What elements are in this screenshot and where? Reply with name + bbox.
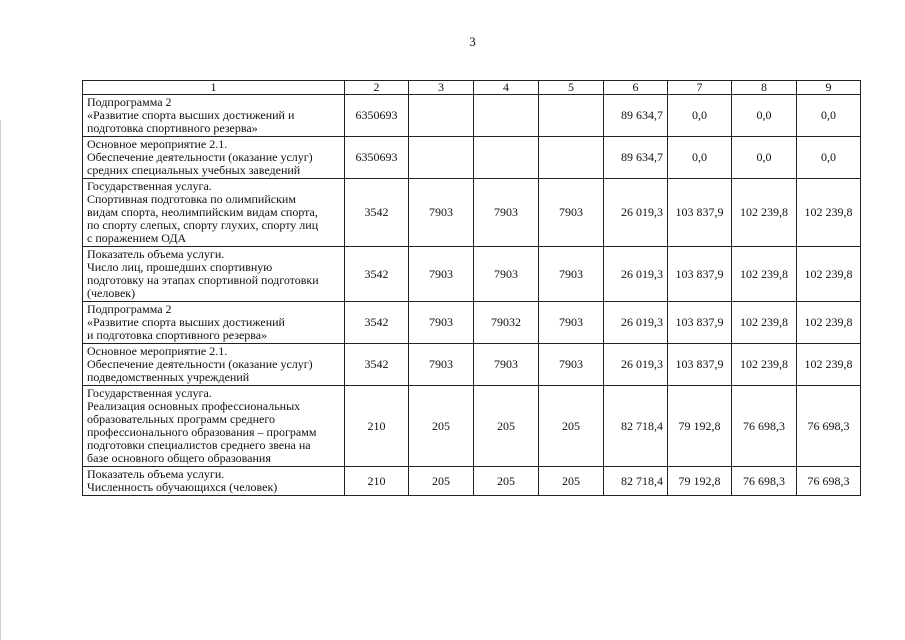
table-cell: 210 bbox=[345, 386, 409, 467]
row-description: Государственная услуга. Спортивная подготовка по олимпийским видам спорта, неолимпийским видам спорта, по спорту слепых, спорту глухих, спорту лиц с поражением ОДА bbox=[83, 179, 345, 247]
table-cell: 7903 bbox=[539, 247, 604, 302]
table-cell: 7903 bbox=[539, 344, 604, 386]
table-cell: 103 837,9 bbox=[668, 179, 732, 247]
table-cell: 89 634,7 bbox=[604, 137, 668, 179]
column-header: 3 bbox=[409, 81, 474, 95]
table-cell: 6350693 bbox=[345, 95, 409, 137]
table-cell: 6350693 bbox=[345, 137, 409, 179]
table-cell: 82 718,4 bbox=[604, 386, 668, 467]
table-cell: 3542 bbox=[345, 179, 409, 247]
column-header: 7 bbox=[668, 81, 732, 95]
column-header: 4 bbox=[474, 81, 539, 95]
table-header-row bbox=[83, 81, 861, 95]
table-cell: 0,0 bbox=[732, 95, 797, 137]
table-cell bbox=[474, 137, 539, 179]
table-cell: 102 239,8 bbox=[797, 247, 861, 302]
table-cell bbox=[409, 137, 474, 179]
row-description: Подпрограмма 2 «Развитие спорта высших достижений и подготовка спортивного резерва» bbox=[83, 95, 345, 137]
table-cell: 102 239,8 bbox=[732, 344, 797, 386]
row-description: Показатель объема услуги. Численность обучающихся (человек) bbox=[83, 467, 345, 496]
table-row bbox=[83, 344, 861, 386]
table-cell: 79 192,8 bbox=[668, 386, 732, 467]
table-cell: 7903 bbox=[409, 247, 474, 302]
table-cell bbox=[474, 95, 539, 137]
table-cell: 102 239,8 bbox=[797, 302, 861, 344]
table-cell: 102 239,8 bbox=[732, 179, 797, 247]
column-header: 2 bbox=[345, 81, 409, 95]
table-cell: 210 bbox=[345, 467, 409, 496]
row-description: Государственная услуга. Реализация основных профессиональных образовательных программ среднего профессионального образования – программ подготовки специалистов среднего звена на базе основного общего образования bbox=[83, 386, 345, 467]
table-cell: 7903 bbox=[409, 344, 474, 386]
table-cell: 205 bbox=[474, 467, 539, 496]
table-row bbox=[83, 386, 861, 467]
table-cell: 26 019,3 bbox=[604, 302, 668, 344]
table-cell: 205 bbox=[539, 467, 604, 496]
table-cell: 7903 bbox=[539, 302, 604, 344]
column-header: 8 bbox=[732, 81, 797, 95]
table-cell: 7903 bbox=[474, 179, 539, 247]
table-cell: 26 019,3 bbox=[604, 344, 668, 386]
table-cell: 7903 bbox=[409, 302, 474, 344]
row-description: Показатель объема услуги. Число лиц, прошедших спортивную подготовку на этапах спортивной подготовки (человек) bbox=[83, 247, 345, 302]
table-cell: 205 bbox=[409, 386, 474, 467]
table-cell bbox=[539, 137, 604, 179]
table-row bbox=[83, 467, 861, 496]
table-cell: 102 239,8 bbox=[732, 247, 797, 302]
table-cell: 3542 bbox=[345, 302, 409, 344]
table-cell: 82 718,4 bbox=[604, 467, 668, 496]
table-cell: 76 698,3 bbox=[732, 386, 797, 467]
column-header: 9 bbox=[797, 81, 861, 95]
table-cell: 76 698,3 bbox=[732, 467, 797, 496]
table-cell: 102 239,8 bbox=[797, 344, 861, 386]
table-cell: 103 837,9 bbox=[668, 247, 732, 302]
table-cell: 0,0 bbox=[668, 137, 732, 179]
table-row bbox=[83, 179, 861, 247]
table-cell: 26 019,3 bbox=[604, 247, 668, 302]
table-cell: 7903 bbox=[539, 179, 604, 247]
table-row bbox=[83, 137, 861, 179]
table-cell: 3542 bbox=[345, 247, 409, 302]
table-cell: 7903 bbox=[474, 247, 539, 302]
table-cell: 79 192,8 bbox=[668, 467, 732, 496]
column-header: 5 bbox=[539, 81, 604, 95]
table-cell: 3542 bbox=[345, 344, 409, 386]
table-cell: 102 239,8 bbox=[797, 179, 861, 247]
table-row bbox=[83, 247, 861, 302]
table-cell: 103 837,9 bbox=[668, 302, 732, 344]
table-cell: 0,0 bbox=[732, 137, 797, 179]
table-cell: 0,0 bbox=[797, 95, 861, 137]
table-cell: 7903 bbox=[474, 344, 539, 386]
table-cell: 205 bbox=[409, 467, 474, 496]
column-header: 6 bbox=[604, 81, 668, 95]
table-cell: 0,0 bbox=[668, 95, 732, 137]
table-cell: 205 bbox=[474, 386, 539, 467]
page-edge-shadow bbox=[0, 120, 1, 640]
row-description: Основное мероприятие 2.1. Обеспечение деятельности (оказание услуг) подведомственных учреждений bbox=[83, 344, 345, 386]
table-cell: 0,0 bbox=[797, 137, 861, 179]
table-cell: 205 bbox=[539, 386, 604, 467]
table-cell: 76 698,3 bbox=[797, 467, 861, 496]
table-cell: 103 837,9 bbox=[668, 344, 732, 386]
row-description: Подпрограмма 2 «Развитие спорта высших достижений и подготовка спортивного резерва» bbox=[83, 302, 345, 344]
table-cell: 26 019,3 bbox=[604, 179, 668, 247]
table-cell: 79032 bbox=[474, 302, 539, 344]
table-cell: 89 634,7 bbox=[604, 95, 668, 137]
row-description: Основное мероприятие 2.1. Обеспечение деятельности (оказание услуг) средних специальных учебных заведений bbox=[83, 137, 345, 179]
page-number: 3 bbox=[469, 34, 476, 49]
table-cell: 76 698,3 bbox=[797, 386, 861, 467]
table-cell bbox=[409, 95, 474, 137]
table-cell: 102 239,8 bbox=[732, 302, 797, 344]
table-cell: 7903 bbox=[409, 179, 474, 247]
table-row bbox=[83, 302, 861, 344]
table-cell bbox=[539, 95, 604, 137]
column-header: 1 bbox=[83, 81, 345, 95]
budget-table bbox=[82, 80, 861, 496]
table-row bbox=[83, 95, 861, 137]
